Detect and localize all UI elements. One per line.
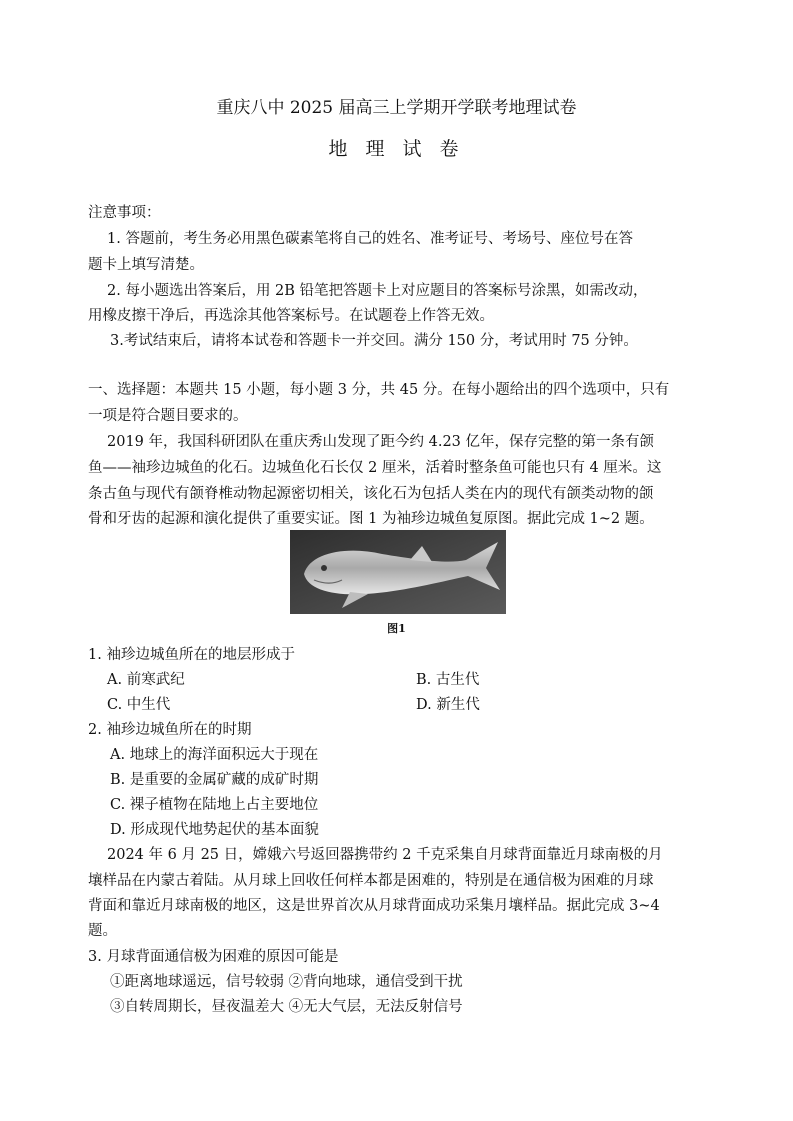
section-heading-cont: 一项是符合题目要求的。 bbox=[88, 408, 248, 424]
notice-line: 3.考试结束后，请将本试卷和答题卡一并交回。满分 150 分，考试用时 75 分钟。 bbox=[110, 333, 638, 349]
passage-line: 题。 bbox=[88, 923, 117, 939]
fish-fossil-figure bbox=[290, 530, 506, 614]
statement-line: ③自转周期长，昼夜温差大 ④无大气层，无法反射信号 bbox=[110, 999, 463, 1015]
question-stem: 3. 月球背面通信极为困难的原因可能是 bbox=[88, 949, 339, 965]
option-d: D. 形成现代地势起伏的基本面貌 bbox=[110, 822, 319, 838]
passage-line: 壤样品在内蒙古着陆。从月球上回收任何样本都是困难的，特别是在通信极为困难的月球 bbox=[88, 873, 654, 889]
option-b: B. 古生代 bbox=[416, 672, 480, 688]
section-heading: 一、选择题：本题共 15 小题，每小题 3 分，共 45 分。在每小题给出的四个选项中，只有 bbox=[88, 382, 670, 398]
option-c: C. 裸子植物在陆地上占主要地位 bbox=[110, 797, 319, 813]
notice-heading: 注意事项： bbox=[88, 205, 161, 221]
statement-line: ①距离地球遥远，信号较弱 ②背向地球，通信受到干扰 bbox=[110, 974, 463, 990]
passage-line: 2024 年 6 月 25 日，嫦娥六号返回器携带约 2 千克采集自月球背面靠近月球南极的月 bbox=[107, 847, 663, 863]
option-a: A. 前寒武纪 bbox=[107, 672, 185, 688]
notice-line: 题卡上填写清楚。 bbox=[88, 257, 204, 273]
passage-line: 2019 年，我国科研团队在重庆秀山发现了距今约 4.23 亿年，保存完整的第一条有颌 bbox=[107, 434, 655, 450]
passage-line: 背面和靠近月球南极的地区，这是世界首次从月球背面成功采集月壤样品。据此完成 3~4 bbox=[88, 898, 660, 914]
question-stem: 1. 袖珍边城鱼所在的地层形成于 bbox=[88, 647, 295, 663]
option-a: A. 地球上的海洋面积远大于现在 bbox=[110, 747, 319, 763]
passage-line: 条古鱼与现代有颌脊椎动物起源密切相关，该化石为包括人类在内的现代有颌类动物的颌 bbox=[88, 486, 654, 502]
exam-title: 重庆八中 2025 届高三上学期开学联考地理试卷 bbox=[216, 98, 577, 118]
option-c: C. 中生代 bbox=[107, 697, 171, 713]
option-b: B. 是重要的金属矿藏的成矿时期 bbox=[110, 772, 319, 788]
notice-line: 用橡皮擦干净后，再选涂其他答案标号。在试题卷上作答无效。 bbox=[88, 308, 494, 324]
notice-line: 2. 每小题选出答案后，用 2B 铅笔把答题卡上对应题目的答案标号涂黑，如需改动， bbox=[107, 283, 648, 299]
fish-illustration bbox=[290, 530, 506, 614]
exam-subtitle: 地 理 试 卷 bbox=[328, 138, 465, 160]
passage-line: 鱼——袖珍边城鱼的化石。边城鱼化石长仅 2 厘米，活着时整条鱼可能也只有 4 厘米。这 bbox=[88, 460, 662, 476]
option-d: D. 新生代 bbox=[416, 697, 480, 713]
question-stem: 2. 袖珍边城鱼所在的时期 bbox=[88, 722, 252, 738]
passage-line: 骨和牙齿的起源和演化提供了重要实证。图 1 为袖珍边城鱼复原图。据此完成 1~2 题。 bbox=[88, 511, 654, 527]
notice-line: 1. 答题前，考生务必用黑色碳素笔将自己的姓名、准考证号、考场号、座位号在答 bbox=[107, 231, 633, 247]
figure-caption: 图1 bbox=[387, 622, 406, 635]
